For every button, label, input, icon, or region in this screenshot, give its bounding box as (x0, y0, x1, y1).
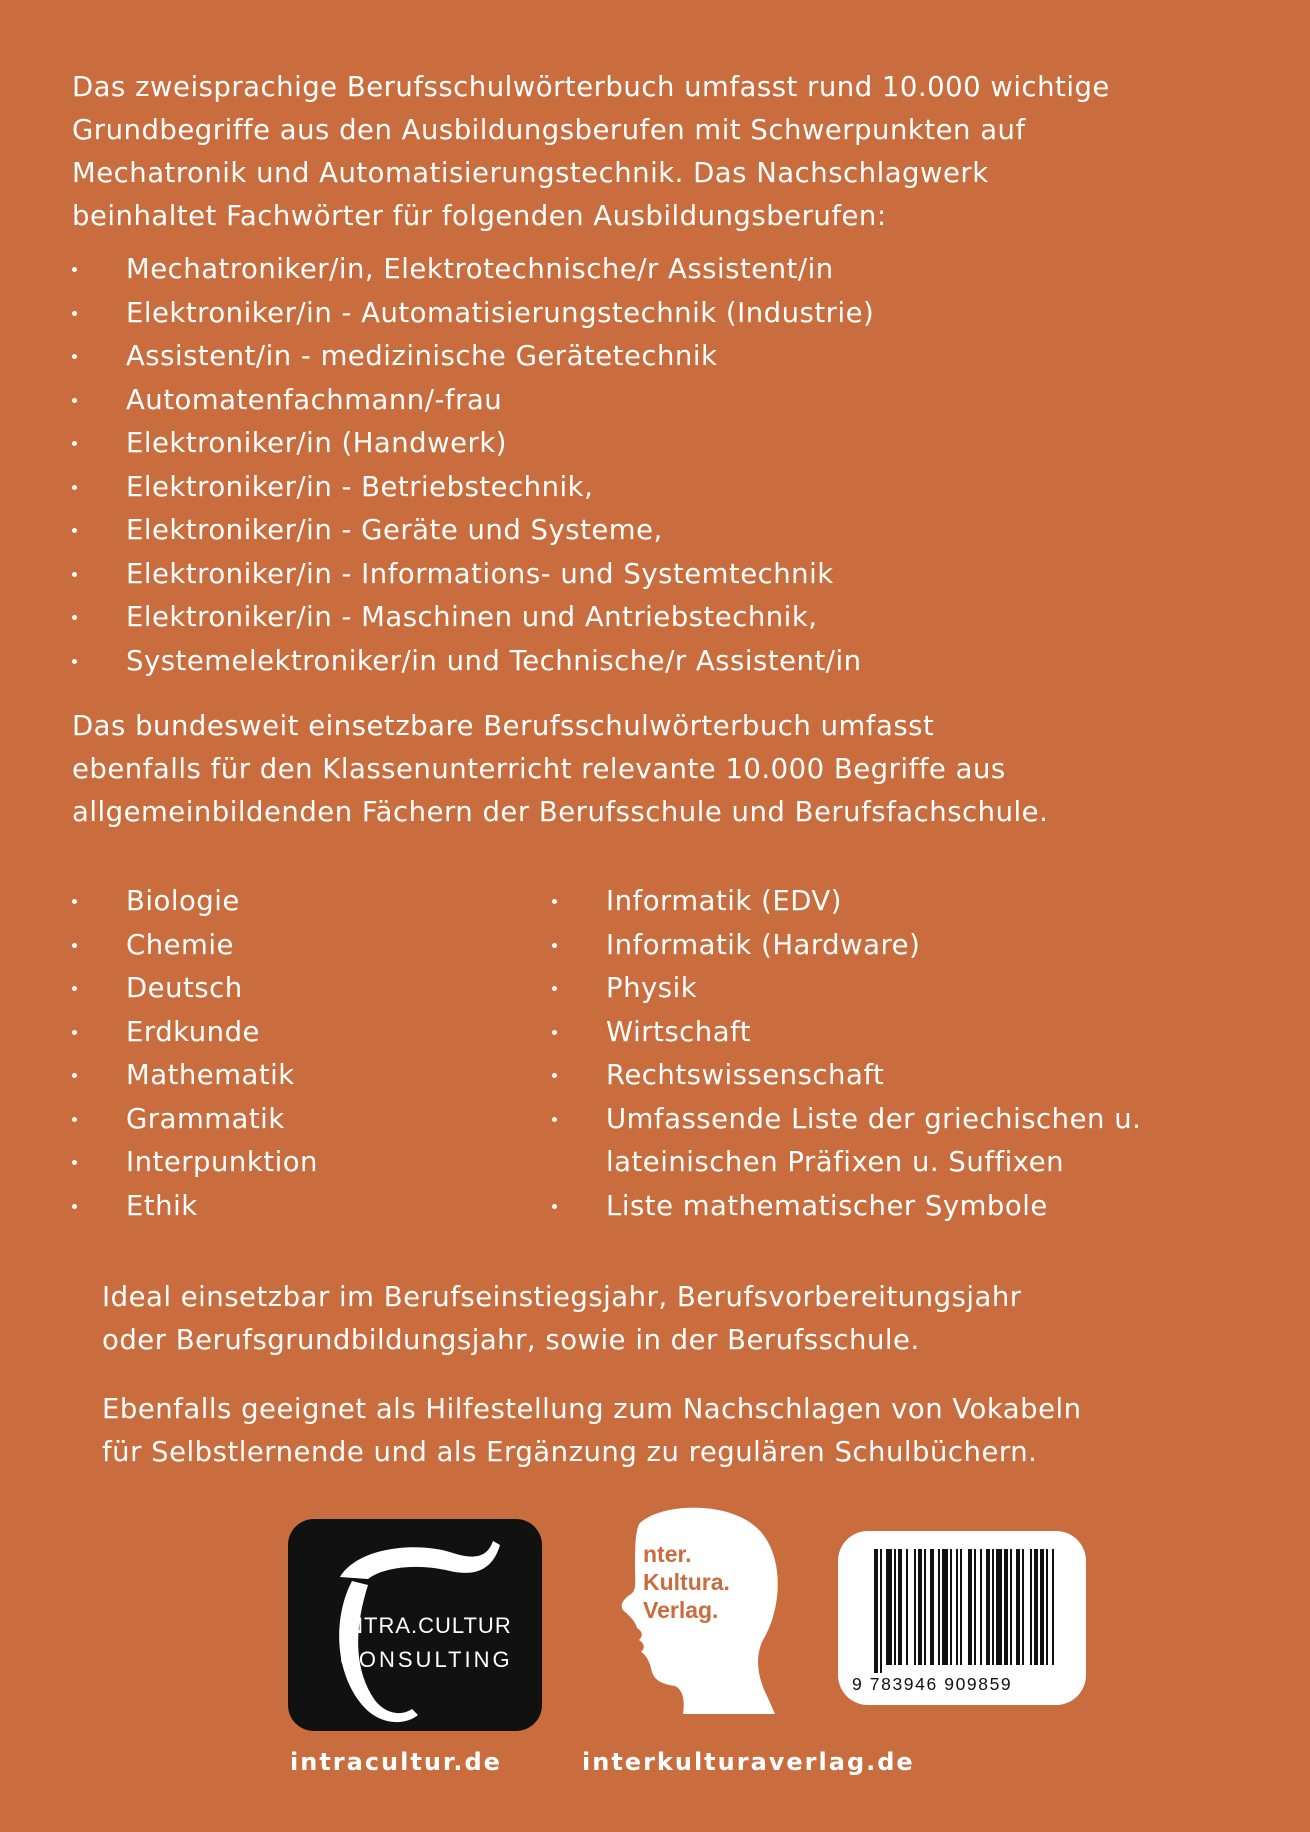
list-item-label: Elektroniker/in - Betriebstechnik, (126, 470, 594, 503)
bullet (72, 1204, 77, 1209)
ideal-line: oder Berufsgrundbildungsjahr, sowie in der Berufsschule. (102, 1324, 920, 1356)
list-item-label: Elektroniker/in - Informations- und Systemtechnik (126, 557, 834, 590)
list-item (72, 1011, 318, 1055)
list-item-label: Mechatroniker/in, Elektrotechnische/r Assistent/in (126, 253, 834, 285)
list-item (72, 1141, 318, 1185)
barcode-bar (938, 1549, 940, 1665)
bullet (552, 1030, 557, 1035)
bullet (72, 986, 77, 991)
list-item-label: lateinischen Präfixen u. Suffixen (606, 1146, 1065, 1178)
inter-kultura-verlag-logo (595, 1500, 795, 1730)
list-item (72, 640, 874, 684)
bullet (552, 986, 557, 991)
bullet (552, 899, 557, 904)
also-paragraph (102, 1388, 1282, 1474)
list-item-label: Biologie (126, 885, 240, 917)
inter-logo-line3: Verlag. (643, 1597, 719, 1623)
intra-logo-line2: CONSULTING (340, 1647, 513, 1672)
bullet (72, 1030, 77, 1035)
barcode-bar (918, 1549, 922, 1665)
bullet (552, 943, 557, 948)
list-item (72, 880, 318, 924)
list-item (72, 924, 318, 968)
general-line: allgemeinbildenden Fächern der Berufsschule und Berufsfachschule. (72, 796, 1049, 828)
list-item-label: Interpunktion (126, 1146, 318, 1178)
barcode-number: 9 783946 909859 (852, 1674, 1013, 1694)
barcode-bar (880, 1549, 882, 1673)
list-item (72, 466, 874, 510)
bullet (72, 615, 77, 620)
intra-logo-line1: INTRA.CULTUR (340, 1613, 512, 1638)
barcode-bar (974, 1549, 976, 1665)
intro-line: Grundbegriffe aus den Ausbildungsberufen mit Schwerpunkten auf (72, 114, 1026, 146)
barcode-bar (906, 1549, 908, 1665)
barcode-bar (1040, 1549, 1044, 1665)
bullet (72, 485, 77, 490)
barcode-bar (1016, 1549, 1020, 1665)
list-item (72, 553, 874, 597)
list-item (72, 292, 874, 336)
intro-paragraph (72, 66, 1252, 238)
list-item (72, 509, 874, 553)
list-item-label: Rechtswissenschaft (606, 1059, 885, 1091)
list-item-label: Informatik (EDV) (606, 885, 842, 917)
list-item-label: Automatenfachmann/-frau (126, 383, 503, 416)
subject-list-right (552, 880, 1141, 1228)
barcode-bar (1004, 1549, 1008, 1665)
list-item-label: Elektroniker/in - Maschinen und Antriebstechnik, (126, 601, 818, 633)
list-item-label: Ethik (126, 1189, 198, 1222)
list-item-label: Wirtschaft (606, 1015, 752, 1048)
bullet (72, 899, 77, 904)
barcode-bar (1010, 1549, 1012, 1665)
profession-list (72, 248, 874, 683)
inter-logo-text (643, 1540, 730, 1624)
barcode-bar (942, 1549, 948, 1665)
barcode-bar (980, 1549, 982, 1665)
list-item (552, 1185, 1141, 1229)
bullet (72, 572, 77, 577)
bullet (72, 441, 77, 446)
barcode-bar (992, 1549, 994, 1665)
also-line: für Selbstlernende und als Ergänzung zu regulären Schulbüchern. (102, 1436, 1038, 1468)
list-item (552, 924, 1141, 968)
isbn-barcode (838, 1531, 1086, 1705)
url-interkulturaverlag[interactable]: interkulturaverlag.de (582, 1748, 915, 1776)
barcode-bar (924, 1549, 926, 1665)
bullet (72, 1160, 77, 1165)
bullet (72, 659, 77, 664)
barcode-bar (986, 1549, 990, 1665)
barcode-bar (874, 1549, 878, 1673)
list-item-label: Assistent/in - medizinische Gerätetechnik (126, 340, 718, 372)
barcode-bar (956, 1549, 958, 1665)
list-item (72, 335, 874, 379)
list-item-label: Elektroniker/in (Handwerk) (126, 427, 508, 459)
list-item-label: Elektroniker/in - Automatisierungstechnik (Industrie) (126, 296, 875, 329)
intra-culture-consulting-logo (288, 1519, 542, 1731)
barcode-bar (1030, 1549, 1032, 1665)
list-item (552, 880, 1141, 924)
list-item-label: Liste mathematischer Symbole (606, 1189, 1048, 1222)
bullet (72, 354, 77, 359)
barcode-bar (960, 1549, 962, 1665)
barcode-bar (1046, 1549, 1048, 1665)
barcode-bar (898, 1549, 902, 1665)
list-item-label: Systemelektroniker/in und Technische/r Assistent/in (126, 644, 862, 677)
barcode-bar (1052, 1549, 1054, 1665)
also-line: Ebenfalls geeignet als Hilfestellung zum Nachschlagen von Vokabeln (102, 1393, 1082, 1425)
inter-logo-line2: Kultura. (643, 1569, 730, 1595)
list-item-label: Umfassende Liste der griechischen u. (606, 1102, 1142, 1135)
intro-line: beinhaltet Fachwörter für folgenden Ausbildungsberufen: (72, 200, 887, 232)
list-item (72, 596, 874, 640)
list-item (72, 248, 874, 292)
list-item (72, 422, 874, 466)
list-item (552, 1054, 1141, 1098)
bullet (72, 398, 77, 403)
barcode-bar (996, 1549, 1002, 1665)
intro-line: Das zweisprachige Berufsschulwörterbuch umfasst rund 10.000 wichtige (72, 71, 1110, 103)
bullet (72, 943, 77, 948)
list-item (72, 379, 874, 423)
barcode-bar (1022, 1549, 1024, 1665)
bullet (552, 1204, 557, 1209)
inter-logo-line1: nter. (643, 1541, 692, 1567)
bullet (72, 1073, 77, 1078)
list-item-label: Physik (606, 972, 698, 1004)
list-item (72, 967, 318, 1011)
list-item (552, 967, 1141, 1011)
barcode-bar (968, 1549, 972, 1665)
list-item-label: Elektroniker/in - Geräte und Systeme, (126, 514, 663, 546)
list-item-label: Erdkunde (126, 1015, 260, 1048)
list-item (72, 1185, 318, 1229)
list-item-label: Mathematik (126, 1059, 295, 1091)
barcode-bar (1034, 1549, 1038, 1665)
list-item-label: Grammatik (126, 1102, 285, 1135)
bullet (72, 1117, 77, 1122)
bullet (72, 267, 77, 272)
list-item-label: Deutsch (126, 972, 243, 1004)
url-intracultur[interactable]: intracultur.de (290, 1748, 502, 1776)
ideal-paragraph (102, 1276, 1282, 1362)
list-item (552, 1098, 1141, 1142)
barcode-bar (894, 1549, 896, 1665)
bullet (72, 528, 77, 533)
list-item-label: Informatik (Hardware) (606, 928, 921, 961)
list-item (72, 1054, 318, 1098)
barcode-bar (930, 1549, 934, 1665)
bullet (552, 1073, 557, 1078)
general-line: ebenfalls für den Klassenunterricht relevante 10.000 Begriffe aus (72, 753, 1006, 785)
list-item (552, 1011, 1141, 1055)
list-item-continuation (552, 1141, 1141, 1185)
list-item (72, 1098, 318, 1142)
bullet (72, 311, 77, 316)
list-item-label: Chemie (126, 928, 234, 961)
barcode-bar (950, 1549, 952, 1665)
barcode-bar (914, 1549, 916, 1665)
barcode-bar (886, 1549, 892, 1665)
ideal-line: Ideal einsetzbar im Berufseinstiegsjahr, Berufsvorbereitungsjahr (102, 1281, 1022, 1313)
subject-list-left (72, 880, 318, 1228)
bullet (552, 1117, 557, 1122)
intro-line: Mechatronik und Automatisierungstechnik. Das Nachschlagwerk (72, 157, 989, 189)
general-paragraph (72, 705, 1252, 834)
general-line: Das bundesweit einsetzbare Berufsschulwörterbuch umfasst (72, 710, 935, 742)
